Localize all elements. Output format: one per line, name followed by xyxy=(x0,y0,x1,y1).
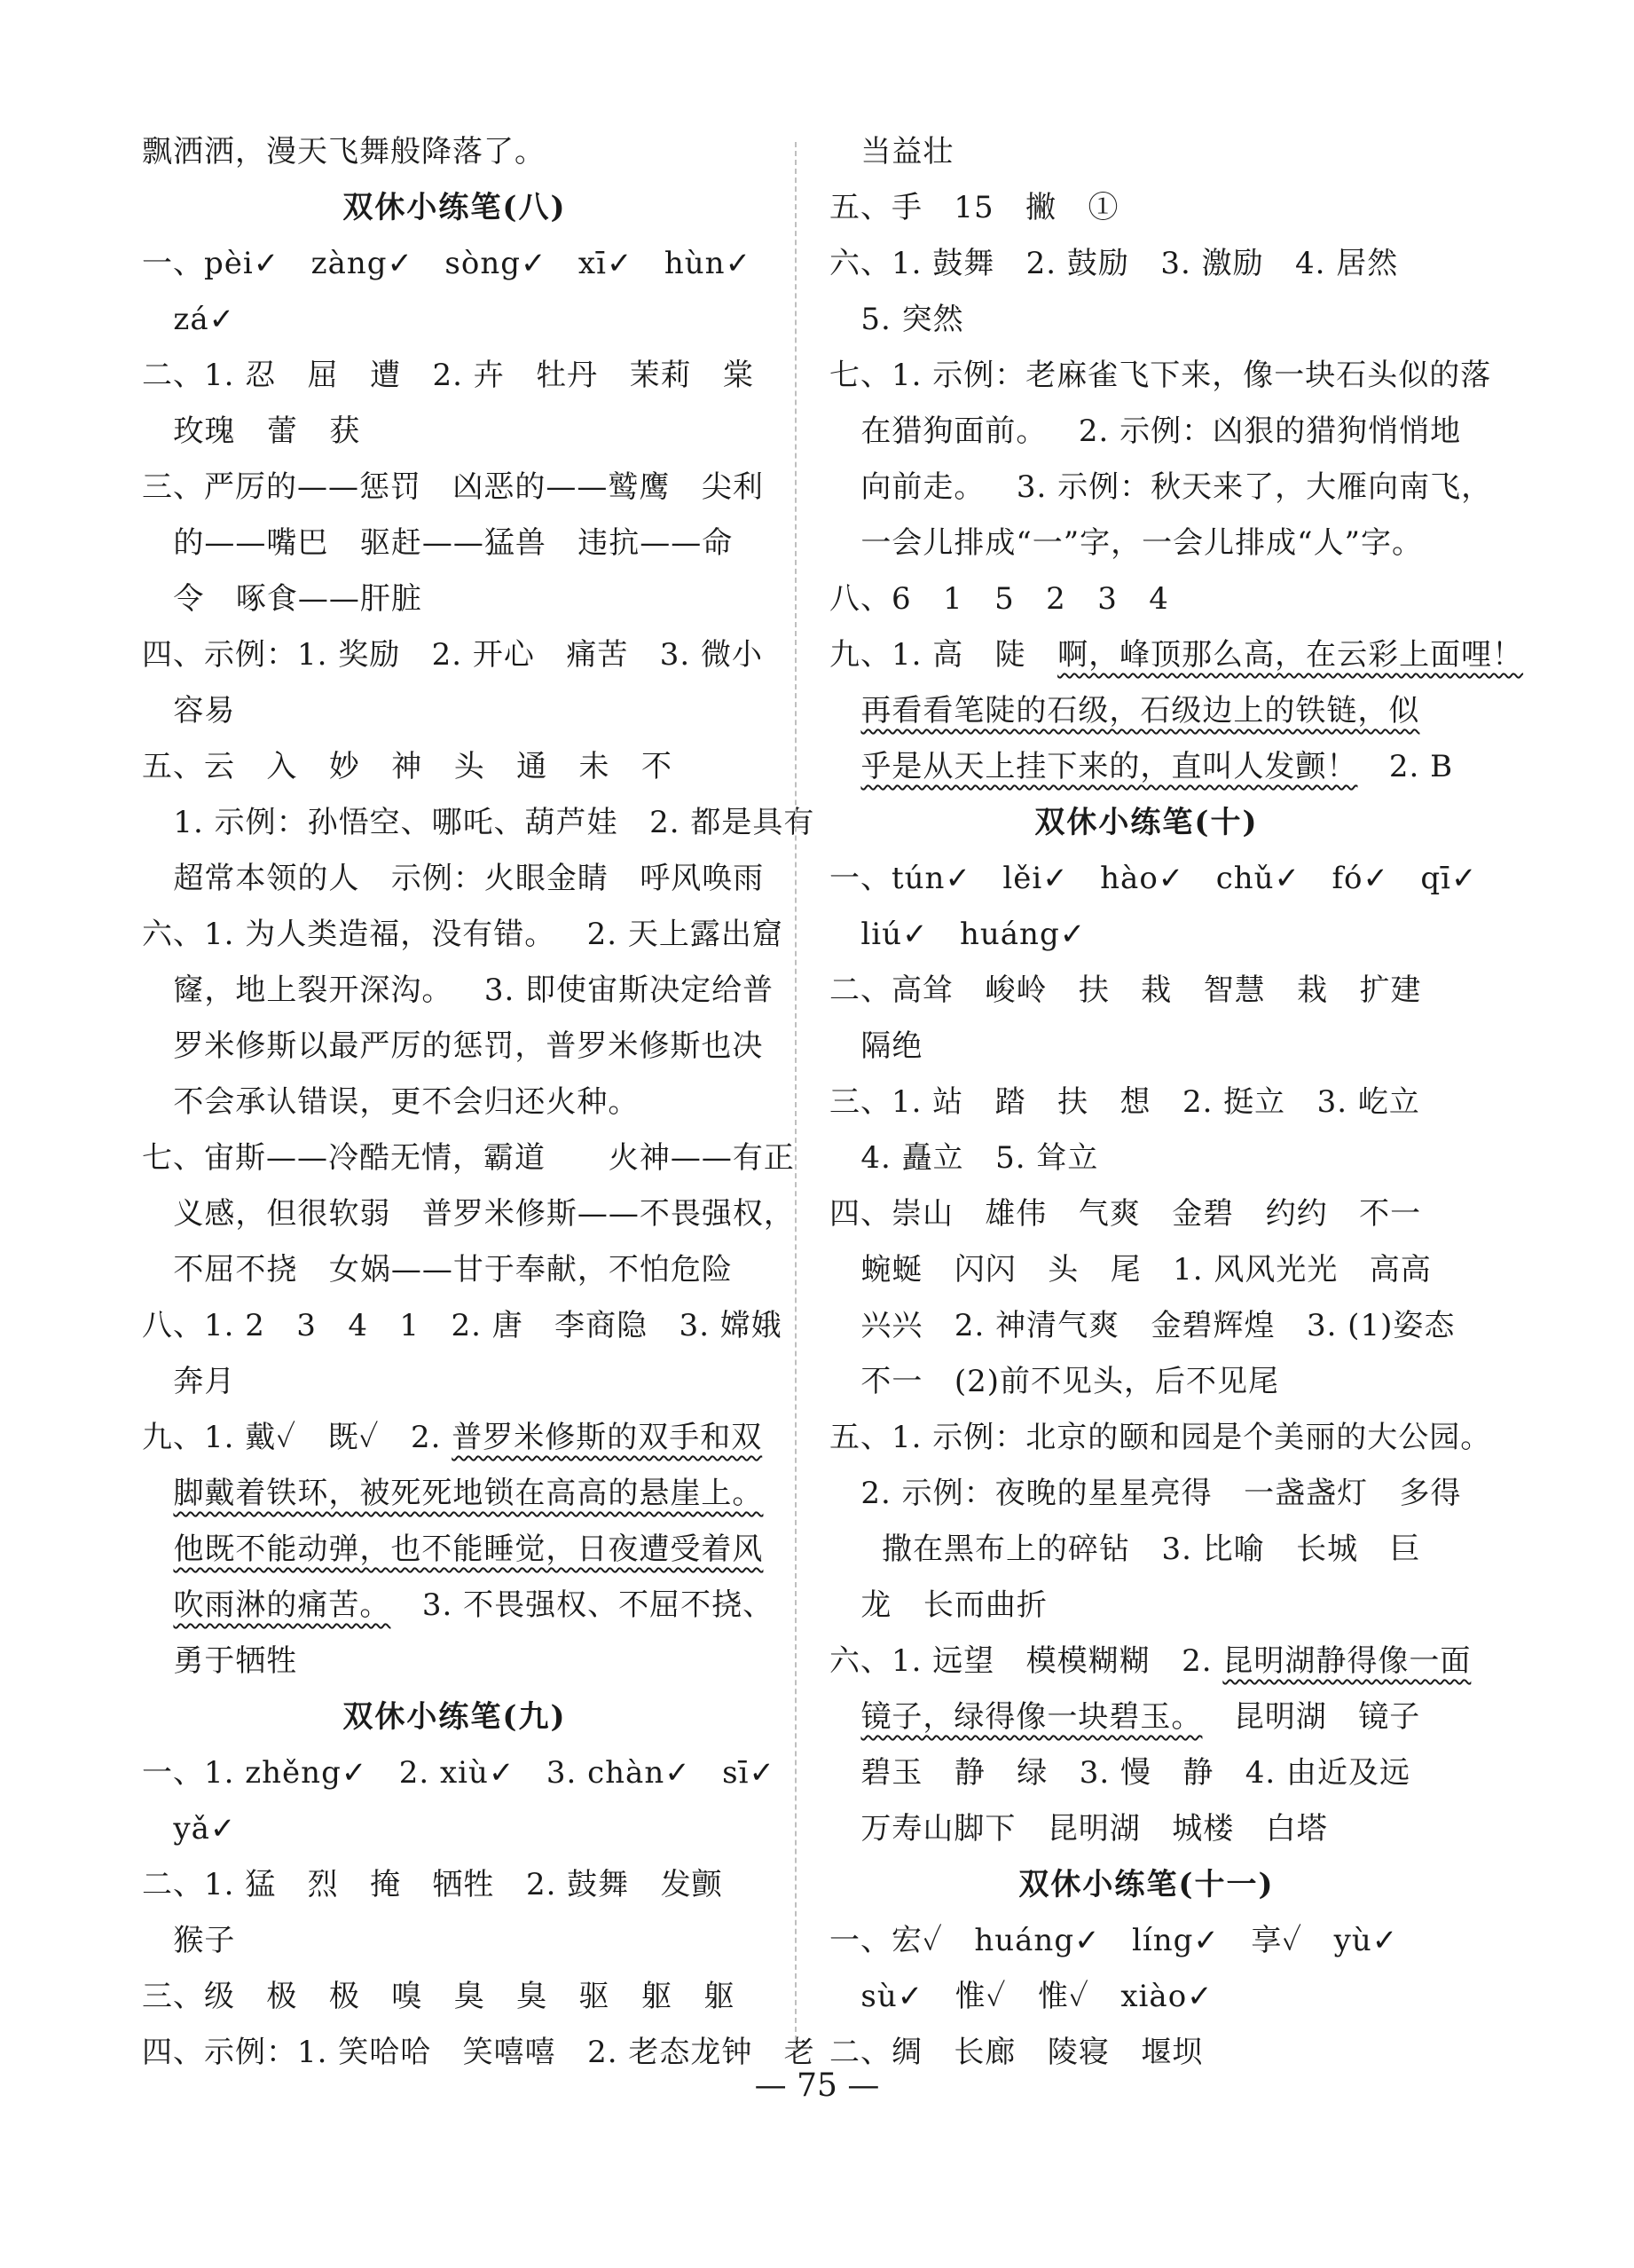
answer-line xyxy=(142,404,767,460)
column-divider xyxy=(795,142,797,2050)
line-text: 三、级 极 极 嗅 臭 臭 驱 躯 躯 xyxy=(142,1979,735,2014)
line-text: 窿，地上裂开深沟。 3. 即使宙斯决定给普 xyxy=(142,973,774,1008)
right-column xyxy=(829,124,1524,2081)
answer-line xyxy=(829,1466,1464,1522)
line-text: 双休小练笔(九) xyxy=(342,1699,567,1735)
line-text: 向前走。 3. 示例：秋天来了，大雁向南飞， xyxy=(829,469,1493,505)
answer-line xyxy=(829,1689,1464,1745)
line-text: 四、示例：1. 笑哈哈 笑嘻嘻 2. 老态龙钟 老 xyxy=(142,2035,815,2070)
line-text: 一、1. zhěng✓ 2. xiù✓ 3. chàn✓ sī✓ xyxy=(142,1755,775,1791)
line-text: 不一 (2)前不见头，后不见尾 xyxy=(829,1364,1280,1399)
line-text: 不会承认错误，更不会归还火种。 xyxy=(142,1084,640,1120)
section-title xyxy=(142,1689,767,1745)
answer-line xyxy=(142,1186,795,1242)
underlined-text: 普罗米修斯的双手和双 xyxy=(452,1420,763,1455)
line-text: 二、高耸 峻岭 扶 栽 智慧 栽 扩建 xyxy=(829,973,1422,1008)
line-text: 双休小练笔(八) xyxy=(342,190,567,225)
line-text: 隔绝 xyxy=(829,1028,923,1064)
line-text: 蜿蜒 闪闪 头 尾 1. 风风光光 高高 xyxy=(829,1252,1432,1288)
answer-line xyxy=(142,1354,767,1410)
line-text xyxy=(142,1476,173,1511)
line-text: 双休小练笔(十一) xyxy=(1018,1867,1275,1902)
answer-line xyxy=(142,1522,767,1578)
answer-line xyxy=(829,1745,1464,1801)
answer-line xyxy=(142,1075,767,1130)
answer-line xyxy=(142,460,767,516)
line-text: 九、1. 戴✓ 既✓ 2. xyxy=(142,1420,452,1455)
line-text: 九、1. 高 陡 xyxy=(829,637,1058,673)
underlined-text: 吹雨淋的痛苦。 xyxy=(173,1587,391,1623)
underlined-text: 再看看笔陡的石级，石级边上的铁链，似 xyxy=(860,693,1420,728)
line-text: 的——嘴巴 驱赶——猛兽 违抗——命 xyxy=(142,525,734,561)
line-text: 一会儿排成“一”字，一会儿排成“人”字。 xyxy=(829,525,1423,561)
answer-line xyxy=(142,571,767,627)
answer-line xyxy=(829,180,1464,236)
answer-line xyxy=(142,795,815,851)
section-title xyxy=(829,1857,1464,1913)
answer-line xyxy=(829,683,1464,739)
line-text-after: 3. 不畏强权、不屈不挠、 xyxy=(390,1587,774,1623)
answer-line xyxy=(829,571,1464,627)
underlined-text: 昆明湖静得像一面 xyxy=(1222,1643,1472,1679)
line-text: 五、云 入 妙 神 头 通 未 不 xyxy=(142,749,672,784)
answer-line xyxy=(142,1913,767,1969)
answer-line xyxy=(142,907,783,963)
line-text: liú✓ huáng✓ xyxy=(829,917,1087,952)
answer-line xyxy=(829,460,1493,516)
answer-line xyxy=(142,1745,775,1801)
line-text: 三、严厉的——惩罚 凶恶的——鹫鹰 尖利 xyxy=(142,469,764,505)
line-text: 令 啄食——肝脏 xyxy=(142,581,422,617)
answer-line xyxy=(142,348,767,404)
answer-line xyxy=(142,1634,767,1689)
line-text: 5. 突然 xyxy=(829,302,964,337)
line-text xyxy=(142,1587,173,1623)
page-number: — 75 — xyxy=(754,2067,880,2104)
underlined-text: 镜子，绿得像一块碧玉。 xyxy=(860,1699,1203,1735)
answer-line xyxy=(829,739,1464,795)
line-text xyxy=(829,1699,860,1735)
answer-line xyxy=(829,348,1492,404)
line-text: 五、手 15 撇 ① xyxy=(829,190,1119,225)
line-text: 四、崇山 雄伟 气爽 金碧 约约 不一 xyxy=(829,1196,1422,1232)
line-text: 七、1. 示例：老麻雀飞下来，像一块石头似的落 xyxy=(829,358,1492,393)
line-text: 双休小练笔(十) xyxy=(1034,805,1259,840)
underlined-text: 啊，峰顶那么高，在云彩上面哩！ xyxy=(1057,637,1524,673)
line-text: 二、1. 猛 烈 掩 牺牲 2. 鼓舞 发颤 xyxy=(142,1867,723,1902)
line-text: 义感，但很软弱 普罗米修斯——不畏强权， xyxy=(142,1196,795,1232)
answer-line xyxy=(829,1969,1464,2025)
answer-line xyxy=(829,851,1478,907)
answer-line xyxy=(142,292,767,348)
line-text: 勇于牺牲 xyxy=(142,1643,298,1679)
answer-line xyxy=(829,1634,1472,1689)
answer-line xyxy=(142,1801,767,1857)
line-text: 当益壮 xyxy=(829,134,954,169)
line-text xyxy=(829,749,860,784)
line-text: 七、宙斯——冷酷无情，霸道 火神——有正 xyxy=(142,1140,795,1176)
answer-line xyxy=(142,236,767,292)
answer-line xyxy=(142,124,767,180)
answer-line xyxy=(829,516,1464,571)
answer-line xyxy=(142,1130,795,1186)
answer-line xyxy=(829,124,1464,180)
answer-line xyxy=(142,1410,767,1466)
line-text: 六、1. 鼓舞 2. 鼓励 3. 激励 4. 居然 xyxy=(829,246,1399,281)
line-text: 飘洒洒，漫天飞舞般降落了。 xyxy=(142,134,546,169)
line-text-after: 2. B xyxy=(1357,749,1454,784)
line-text: 二、绸 长廊 陵寝 堰坝 xyxy=(829,2035,1204,2070)
line-text: 4. 矗立 5. 耸立 xyxy=(829,1140,1099,1176)
answer-line xyxy=(142,739,767,795)
answer-line xyxy=(142,683,767,739)
line-text: 万寿山脚下 昆明湖 城楼 白塔 xyxy=(829,1811,1328,1847)
answer-line xyxy=(142,627,767,683)
line-text: 1. 示例：孙悟空、哪吒、葫芦娃 2. 都是具有 xyxy=(142,805,815,840)
answer-line xyxy=(142,1019,767,1075)
answer-line xyxy=(829,1075,1464,1130)
line-text: 二、1. 忍 屈 遭 2. 卉 牡丹 茉莉 棠 xyxy=(142,358,755,393)
answer-line xyxy=(829,1130,1464,1186)
line-text: 三、1. 站 踏 扶 想 2. 挺立 3. 屹立 xyxy=(829,1084,1420,1120)
line-text: 八、1. 2 3 4 1 2. 唐 李商隐 3. 嫦娥 xyxy=(142,1308,782,1343)
line-text: 兴兴 2. 神清气爽 金碧辉煌 3. (1)姿态 xyxy=(829,1308,1456,1343)
line-text: 龙 长而曲折 xyxy=(829,1587,1048,1623)
section-title xyxy=(142,180,767,236)
line-text-after: 昆明湖 镜子 xyxy=(1202,1699,1421,1735)
section-title xyxy=(829,795,1464,851)
left-column xyxy=(142,124,815,2081)
answer-line xyxy=(829,1801,1464,1857)
line-text: 在猎狗面前。 2. 示例：凶狠的猎狗悄悄地 xyxy=(829,413,1462,449)
answer-line xyxy=(829,1410,1492,1466)
answer-line xyxy=(829,1522,1464,1578)
answer-line xyxy=(142,1857,767,1913)
answer-line xyxy=(142,516,767,571)
line-text xyxy=(142,1532,173,1567)
line-text: 六、1. 远望 模模糊糊 2. xyxy=(829,1643,1223,1679)
answer-line xyxy=(142,963,774,1019)
line-text: 玫瑰 蕾 获 xyxy=(142,413,361,449)
answer-line xyxy=(829,627,1524,683)
answer-line xyxy=(142,1242,767,1298)
line-text: 六、1. 为人类造福，没有错。 2. 天上露出窟 xyxy=(142,917,783,952)
line-text: yǎ✓ xyxy=(142,1811,237,1847)
answer-line xyxy=(829,1913,1464,1969)
answer-line xyxy=(142,1298,782,1354)
line-text: 一、tún✓ lěi✓ hào✓ chǔ✓ fó✓ qī✓ xyxy=(829,861,1478,896)
line-text: 八、6 1 5 2 3 4 xyxy=(829,581,1169,617)
line-text: 不屈不挠 女娲——甘于奉献，不怕危险 xyxy=(142,1252,733,1288)
underlined-text: 他既不能动弹，也不能睡觉，日夜遭受着风 xyxy=(173,1532,764,1567)
line-text xyxy=(829,693,860,728)
answer-line xyxy=(142,1969,767,2025)
answer-line xyxy=(829,1186,1464,1242)
line-text: 一、pèi✓ zàng✓ sòng✓ xī✓ hùn✓ xyxy=(142,246,752,281)
answer-line xyxy=(829,292,1464,348)
answer-line xyxy=(829,404,1464,460)
answer-line xyxy=(829,907,1464,963)
answer-line xyxy=(829,1298,1464,1354)
line-text: zá✓ xyxy=(142,302,236,337)
answer-line xyxy=(142,1578,774,1634)
line-text: sù✓ 惟✓ 惟✓ xiào✓ xyxy=(829,1979,1214,2014)
answer-line xyxy=(829,963,1464,1019)
line-text: 碧玉 静 绿 3. 慢 静 4. 由近及远 xyxy=(829,1755,1411,1791)
answer-line xyxy=(829,1019,1464,1075)
underlined-text: 脚戴着铁环，被死死地锁在高高的悬崖上。 xyxy=(173,1476,764,1511)
line-text: 罗米修斯以最严厉的惩罚，普罗米修斯也决 xyxy=(142,1028,764,1064)
underlined-text: 乎是从天上挂下来的，直叫人发颤！ xyxy=(860,749,1358,784)
line-text: 四、示例：1. 奖励 2. 开心 痛苦 3. 微小 xyxy=(142,637,764,673)
line-text: 五、1. 示例：北京的颐和园是个美丽的大公园。 xyxy=(829,1420,1492,1455)
line-text: 2. 示例：夜晚的星星亮得 一盏盏灯 多得 xyxy=(829,1476,1462,1511)
line-text: 奔月 xyxy=(142,1364,236,1399)
answer-line xyxy=(829,1578,1464,1634)
line-text: 一、宏✓ huáng✓ líng✓ 享✓ yù✓ xyxy=(829,1923,1399,1958)
answer-line xyxy=(142,851,767,907)
line-text: 猴子 xyxy=(142,1923,236,1958)
answer-line xyxy=(142,1466,767,1522)
answer-line xyxy=(829,1242,1464,1298)
line-text: 容易 xyxy=(142,693,236,728)
line-text: 撒在黑布上的碎钻 3. 比喻 长城 巨 xyxy=(829,1532,1421,1567)
line-text: 超常本领的人 示例：火眼金睛 呼风唤雨 xyxy=(142,861,765,896)
answer-line xyxy=(829,1354,1464,1410)
answer-line xyxy=(829,236,1464,292)
